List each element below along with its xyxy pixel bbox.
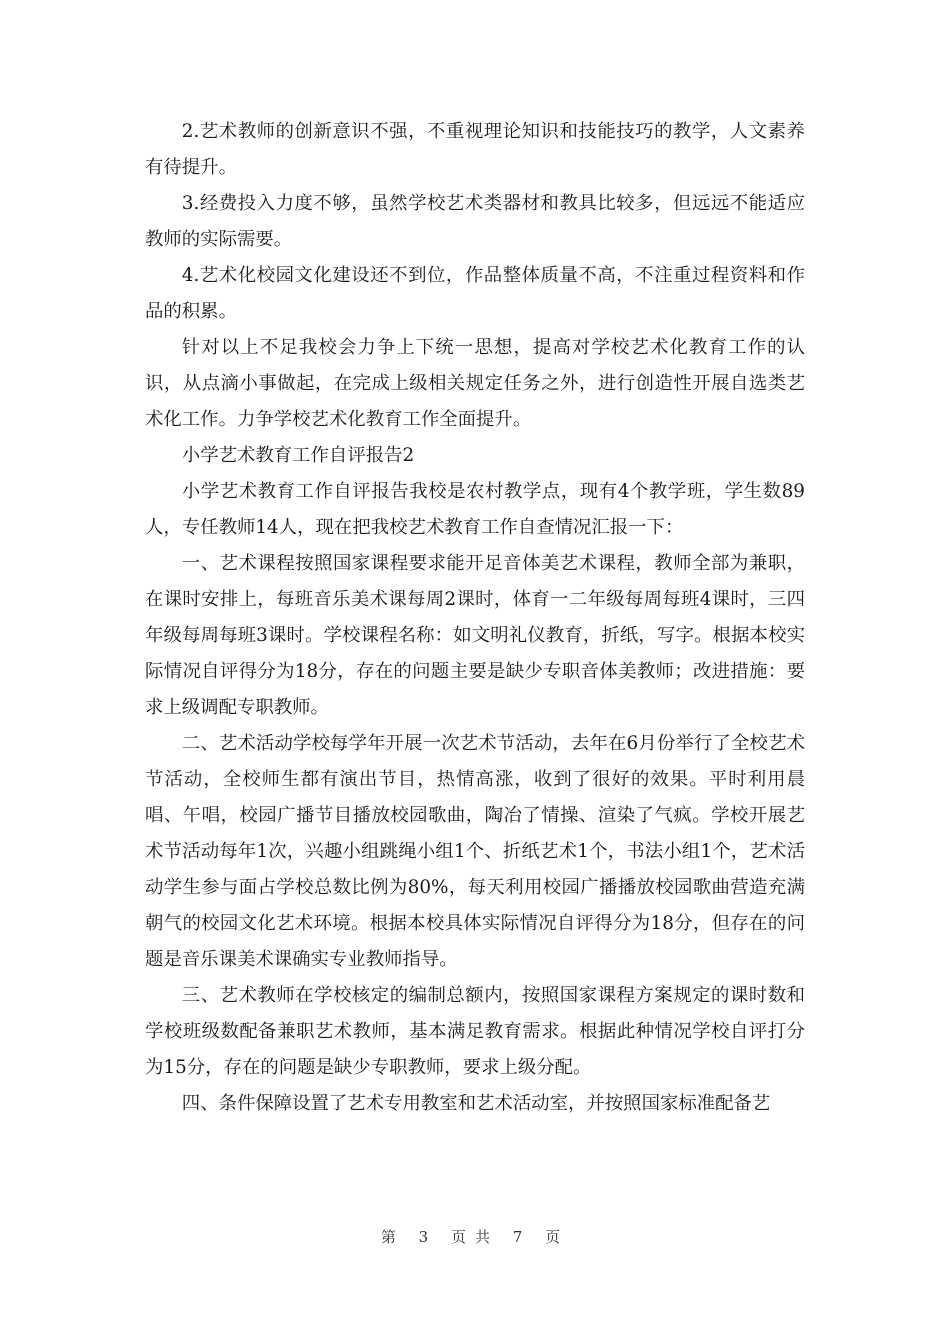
paragraph: 2.艺术教师的创新意识不强，不重视理论知识和技能技巧的教学，人文素养有待提升。 (145, 121, 805, 178)
document-body (145, 114, 805, 1122)
paragraph: 四、条件保障设置了艺术专用教室和艺术活动室，并按照国家标准配备艺 (181, 1093, 771, 1114)
paragraph: 三、艺术教师在学校核定的编制总额内，按照国家课程方案规定的课时数和学校班级数配备兼职艺术教师，基本满足教育需求。根据此种情况学校自评打分为15分，存在的问题是缺少专职教师，要求上级分配。 (145, 985, 805, 1078)
paragraph: 一、艺术课程按照国家课程要求能开足音体美艺术课程，教师全部为兼职，在课时安排上，每班音乐美术课每周2课时，体育一二年级每周每班4课时，三四年级每周每班3课时。学校课程名称：如文明礼仪教育，折纸，写字。根据本校实际情况自评得分为18分，存在的问题主要是缺少专职音体美教师；改进措施：要求上级调配专职教师。 (145, 553, 805, 718)
paragraph: 针对以上不足我校会力争上下统一思想，提高对学校艺术化教育工作的认识，从点滴小事做起，在完成上级相关规定任务之外，进行创造性开展自选类艺术化工作。力争学校艺术化教育工作全面提升。 (145, 337, 805, 430)
page-footer: 第 3 页共 7 页 (380, 1228, 570, 1246)
paragraph: 二、艺术活动学校每学年开展一次艺术节活动，去年在6月份举行了全校艺术节活动，全校师生都有演出节目，热情高涨，收到了很好的效果。平时利用晨唱、午唱，校园广播节目播放校园歌曲，陶冶了情操、渲染了气疯。学校开展艺术节活动每年1次，兴趣小组跳绳小组1个、折纸艺术1个，书法小组1个，艺术活动学生参与面占学校总数比例为80%，每天利用校园广播播放校园歌曲营造充满朝气的校园文化艺术环境。根据本校具体实际情况自评得分为18分，但存在的问题是音乐课美术课确实专业教师指导。 (145, 733, 805, 970)
paragraph: 小学艺术教育工作自评报告我校是农村教学点，现有4个教学班，学生数89人，专任教师14人，现在把我校艺术教育工作自查情况汇报一下： (145, 481, 805, 538)
paragraph: 3.经费投入力度不够，虽然学校艺术类器材和教具比较多，但远远不能适应教师的实际需要。 (145, 193, 805, 250)
section-heading: 小学艺术教育工作自评报告2 (181, 445, 415, 466)
paragraph: 4.艺术化校园文化建设还不到位，作品整体质量不高，不注重过程资料和作品的积累。 (145, 265, 805, 322)
